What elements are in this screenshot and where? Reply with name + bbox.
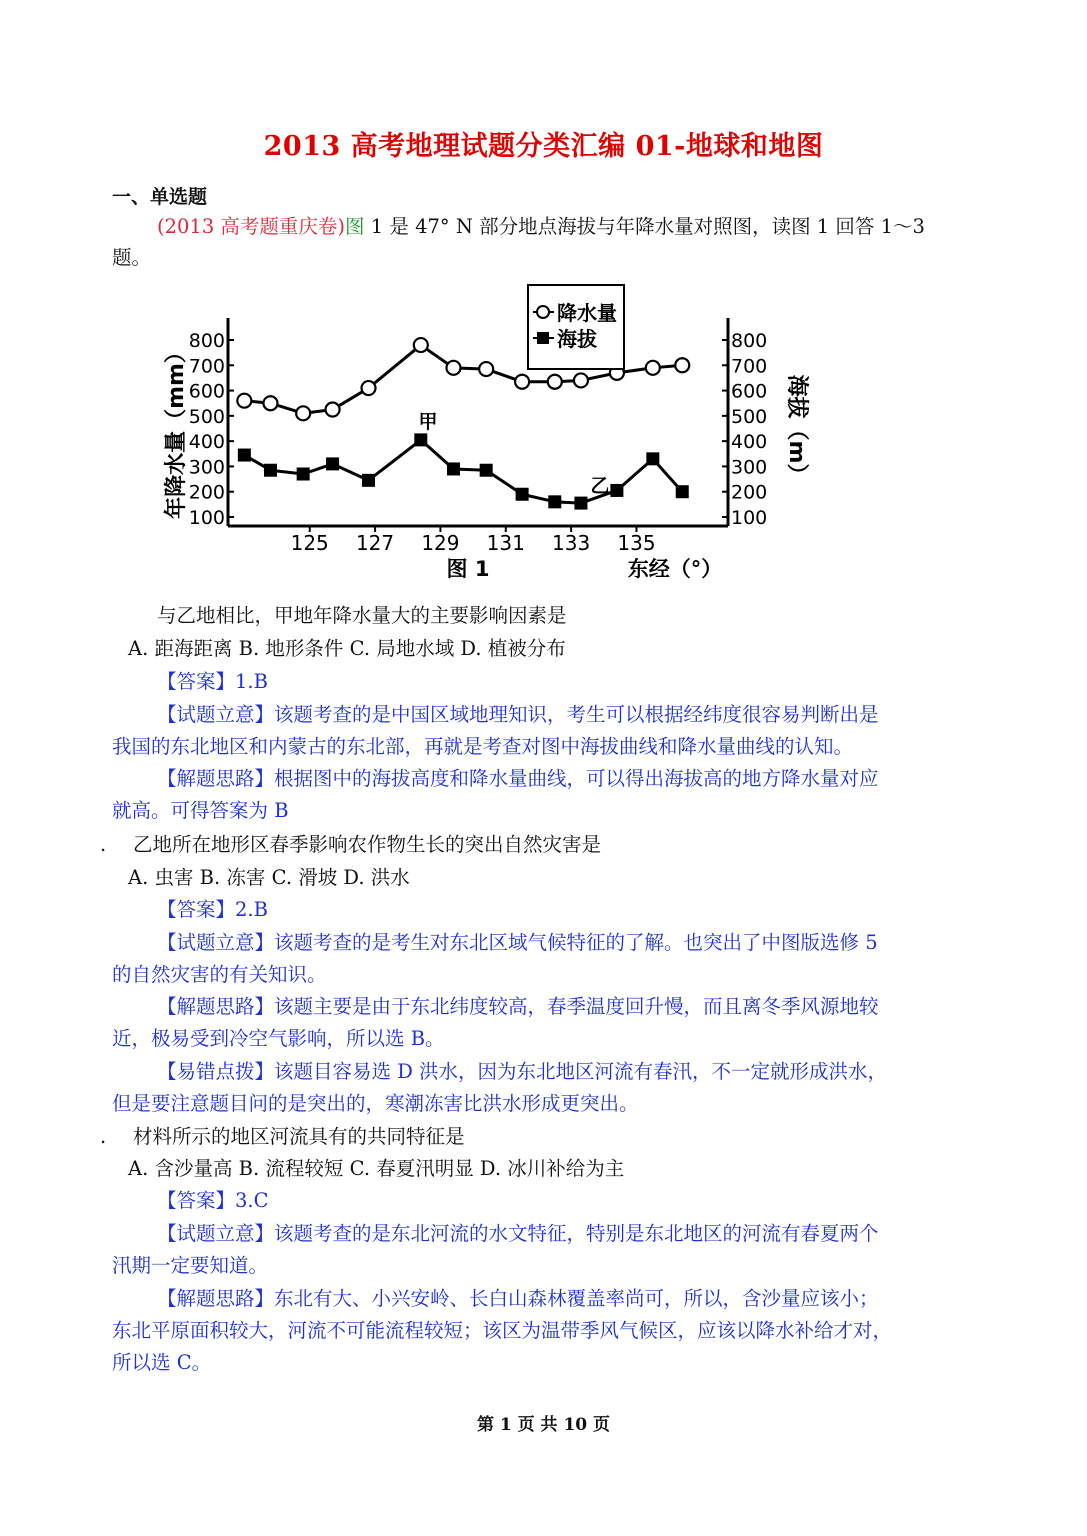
y-tick-label-right: 400 [731,431,768,454]
error-tag: 【易错点拨】 [157,1060,275,1083]
y-tick-label-right: 700 [731,355,768,378]
q2-intent-line-2: 的自然灾害的有关知识。 [112,963,327,986]
elev-point [548,495,561,508]
q1-idea-line-2: 就高。可得答案为 B [112,799,289,822]
q2-marker: . [100,833,107,856]
q1-stem: 与乙地相比，甲地年降水量大的主要影响因素是 [157,604,567,627]
x-tick-label: 131 [486,531,525,555]
q3-idea-line-3: 所以选 C。 [112,1351,212,1374]
y-tick-label-left: 500 [188,405,225,428]
q2-idea-line-1 [157,994,879,1020]
page-footer: 第 1 页 共 10 页 [476,1415,611,1435]
precip-point [646,361,660,375]
annotation-jia: 甲 [418,411,438,433]
elev-point [676,485,689,498]
y-axis-right-label: 海拔（m） [784,374,809,486]
precip-point [515,375,529,389]
q1-intent-line-1 [157,702,879,728]
legend-marker-elev [537,332,549,344]
idea-tag: 【解题思路】 [157,995,275,1018]
idea-tag: 【解题思路】 [157,767,275,790]
precip-point [446,361,460,375]
answer-value: 1.B [235,670,268,693]
intent-text: 该题考查的是考生对东北区域气候特征的了解。也突出了中图版选修 5 [274,931,878,954]
precip-point [263,396,277,410]
precip-point [479,362,493,376]
q2-answer [157,897,268,923]
answer-tag: 【答案】 [157,1189,236,1212]
y-tick-label-right: 500 [731,405,768,428]
intro-line-1 [157,214,925,240]
elev-point [480,464,493,477]
figure-reference: 图 [345,215,365,238]
figure-caption: 图 1 [446,557,490,581]
y-tick-label-left: 800 [188,330,225,352]
intent-text: 该题考查的是东北河流的水文特征，特别是东北地区的河流有春夏两个 [274,1222,879,1245]
y-tick-label-right: 800 [731,330,768,352]
y-tick-label-left: 400 [188,431,225,454]
elev-point [574,497,587,510]
x-tick-label: 129 [421,531,460,555]
chart-axes [228,318,728,526]
legend-label-elev: 海拔 [557,327,597,351]
intent-tag: 【试题立意】 [157,931,275,954]
answer-value: 3.C [235,1189,269,1212]
y-tick-label-left: 300 [188,456,225,479]
precip-point [362,381,376,395]
elev-point [610,484,623,497]
elev-point [297,468,310,481]
precip-point [675,358,689,372]
annotation-yi: 乙 [590,475,610,497]
idea-text: 该题主要是由于东北纬度较高，春季温度回升慢，而且离冬季风源地较 [274,995,879,1018]
y-tick-label-left: 200 [188,481,225,504]
elev-point [414,433,427,446]
elev-point [646,452,659,465]
answer-tag: 【答案】 [157,898,236,921]
source-tag: (2013 高考题重庆卷) [157,215,346,238]
q3-stem: 材料所示的地区河流具有的共同特征是 [133,1125,465,1148]
y-tick-label-left: 100 [188,507,225,529]
q1-intent-line-2: 我国的东北地区和内蒙古的东北部，再就是考查对图中海拔曲线和降水量曲线的认知。 [112,735,854,758]
intent-tag: 【试题立意】 [157,1222,275,1245]
intro-text: 1 是 47° N 部分地点海拔与年降水量对照图，读图 1 回答 1～3 [364,215,925,238]
y-tick-label-right: 600 [731,380,768,403]
intro-line-2: 题。 [112,246,152,269]
y-tick-label-right: 300 [731,456,768,479]
q3-idea-line-1 [157,1286,879,1312]
x-tick-label: 135 [617,531,656,555]
y-tick-label-right: 100 [731,507,768,529]
q3-options: A. 含沙量高 B. 流程较短 C. 春夏汛明显 D. 冰川补给为主 [128,1157,625,1180]
precip-point [548,375,562,389]
intent-text: 该题考查的是中国区域地理知识，考生可以根据经纬度很容易判断出是 [274,703,879,726]
q3-intent-line-2: 汛期一定要知道。 [112,1254,269,1277]
y-tick-label-left: 600 [188,380,225,403]
figure-1-chart [150,280,809,585]
q1-answer [157,669,268,695]
q2-error-line-2: 但是要注意题目问的是突出的，寒潮冻害比洪水形成更突出。 [112,1092,639,1115]
elev-point [362,474,375,487]
y-tick-label-right: 200 [731,481,768,504]
q3-answer [157,1188,269,1214]
q2-idea-line-2: 近，极易受到冷空气影响，所以选 B。 [112,1027,445,1050]
legend-marker-precip [537,306,549,318]
elev-point [326,457,339,470]
precip-point [326,403,340,417]
elev-point [516,488,529,501]
answer-tag: 【答案】 [157,670,236,693]
chart-legend [528,285,624,369]
q2-stem: 乙地所在地形区春季影响农作物生长的突出自然灾害是 [133,833,602,856]
q3-idea-line-2: 东北平原面积较大，河流不可能流程较短；该区为温带季风气候区，应该以降水补给才对， [112,1319,893,1342]
intent-tag: 【试题立意】 [157,703,275,726]
section-heading: 一、单选题 [112,186,208,208]
legend-label-precip: 降水量 [557,301,617,325]
x-tick-label: 127 [355,531,395,555]
precip-point [414,338,428,352]
y-axis-left-label: 年降水量（mm） [164,341,189,519]
elev-point [238,449,251,462]
q2-options: A. 虫害 B. 冻害 C. 滑坡 D. 洪水 [128,866,410,889]
x-tick-label: 133 [552,531,591,555]
precip-point [237,394,251,408]
idea-text: 东北有大、小兴安岭、长白山森林覆盖率尚可，所以，含沙量应该小； [274,1287,879,1310]
elev-point [447,462,460,475]
q1-idea-line-1 [157,766,879,792]
idea-text: 根据图中的海拔高度和降水量曲线，可以得出海拔高的地方降水量对应 [274,767,879,790]
q1-options: A. 距海距离 B. 地形条件 C. 局地水域 D. 植被分布 [128,637,566,660]
precip-point [574,373,588,387]
q2-intent-line-1 [157,930,878,956]
q3-intent-line-1 [157,1221,879,1247]
document-title: 2013 高考地理试题分类汇编 01-地球和地图 [263,131,824,162]
elev-point [264,464,277,477]
y-tick-label-left: 700 [188,355,225,378]
x-axis-label: 东经（°） [627,557,723,581]
q2-error-line-1 [157,1059,887,1085]
error-text: 该题目容易选 D 洪水，因为东北地区河流有春汛，不一定就形成洪水， [274,1060,888,1083]
precip-point [296,406,310,420]
q3-marker: . [100,1125,107,1148]
x-tick-label: 125 [290,531,329,555]
idea-tag: 【解题思路】 [157,1287,275,1310]
answer-value: 2.B [235,898,268,921]
